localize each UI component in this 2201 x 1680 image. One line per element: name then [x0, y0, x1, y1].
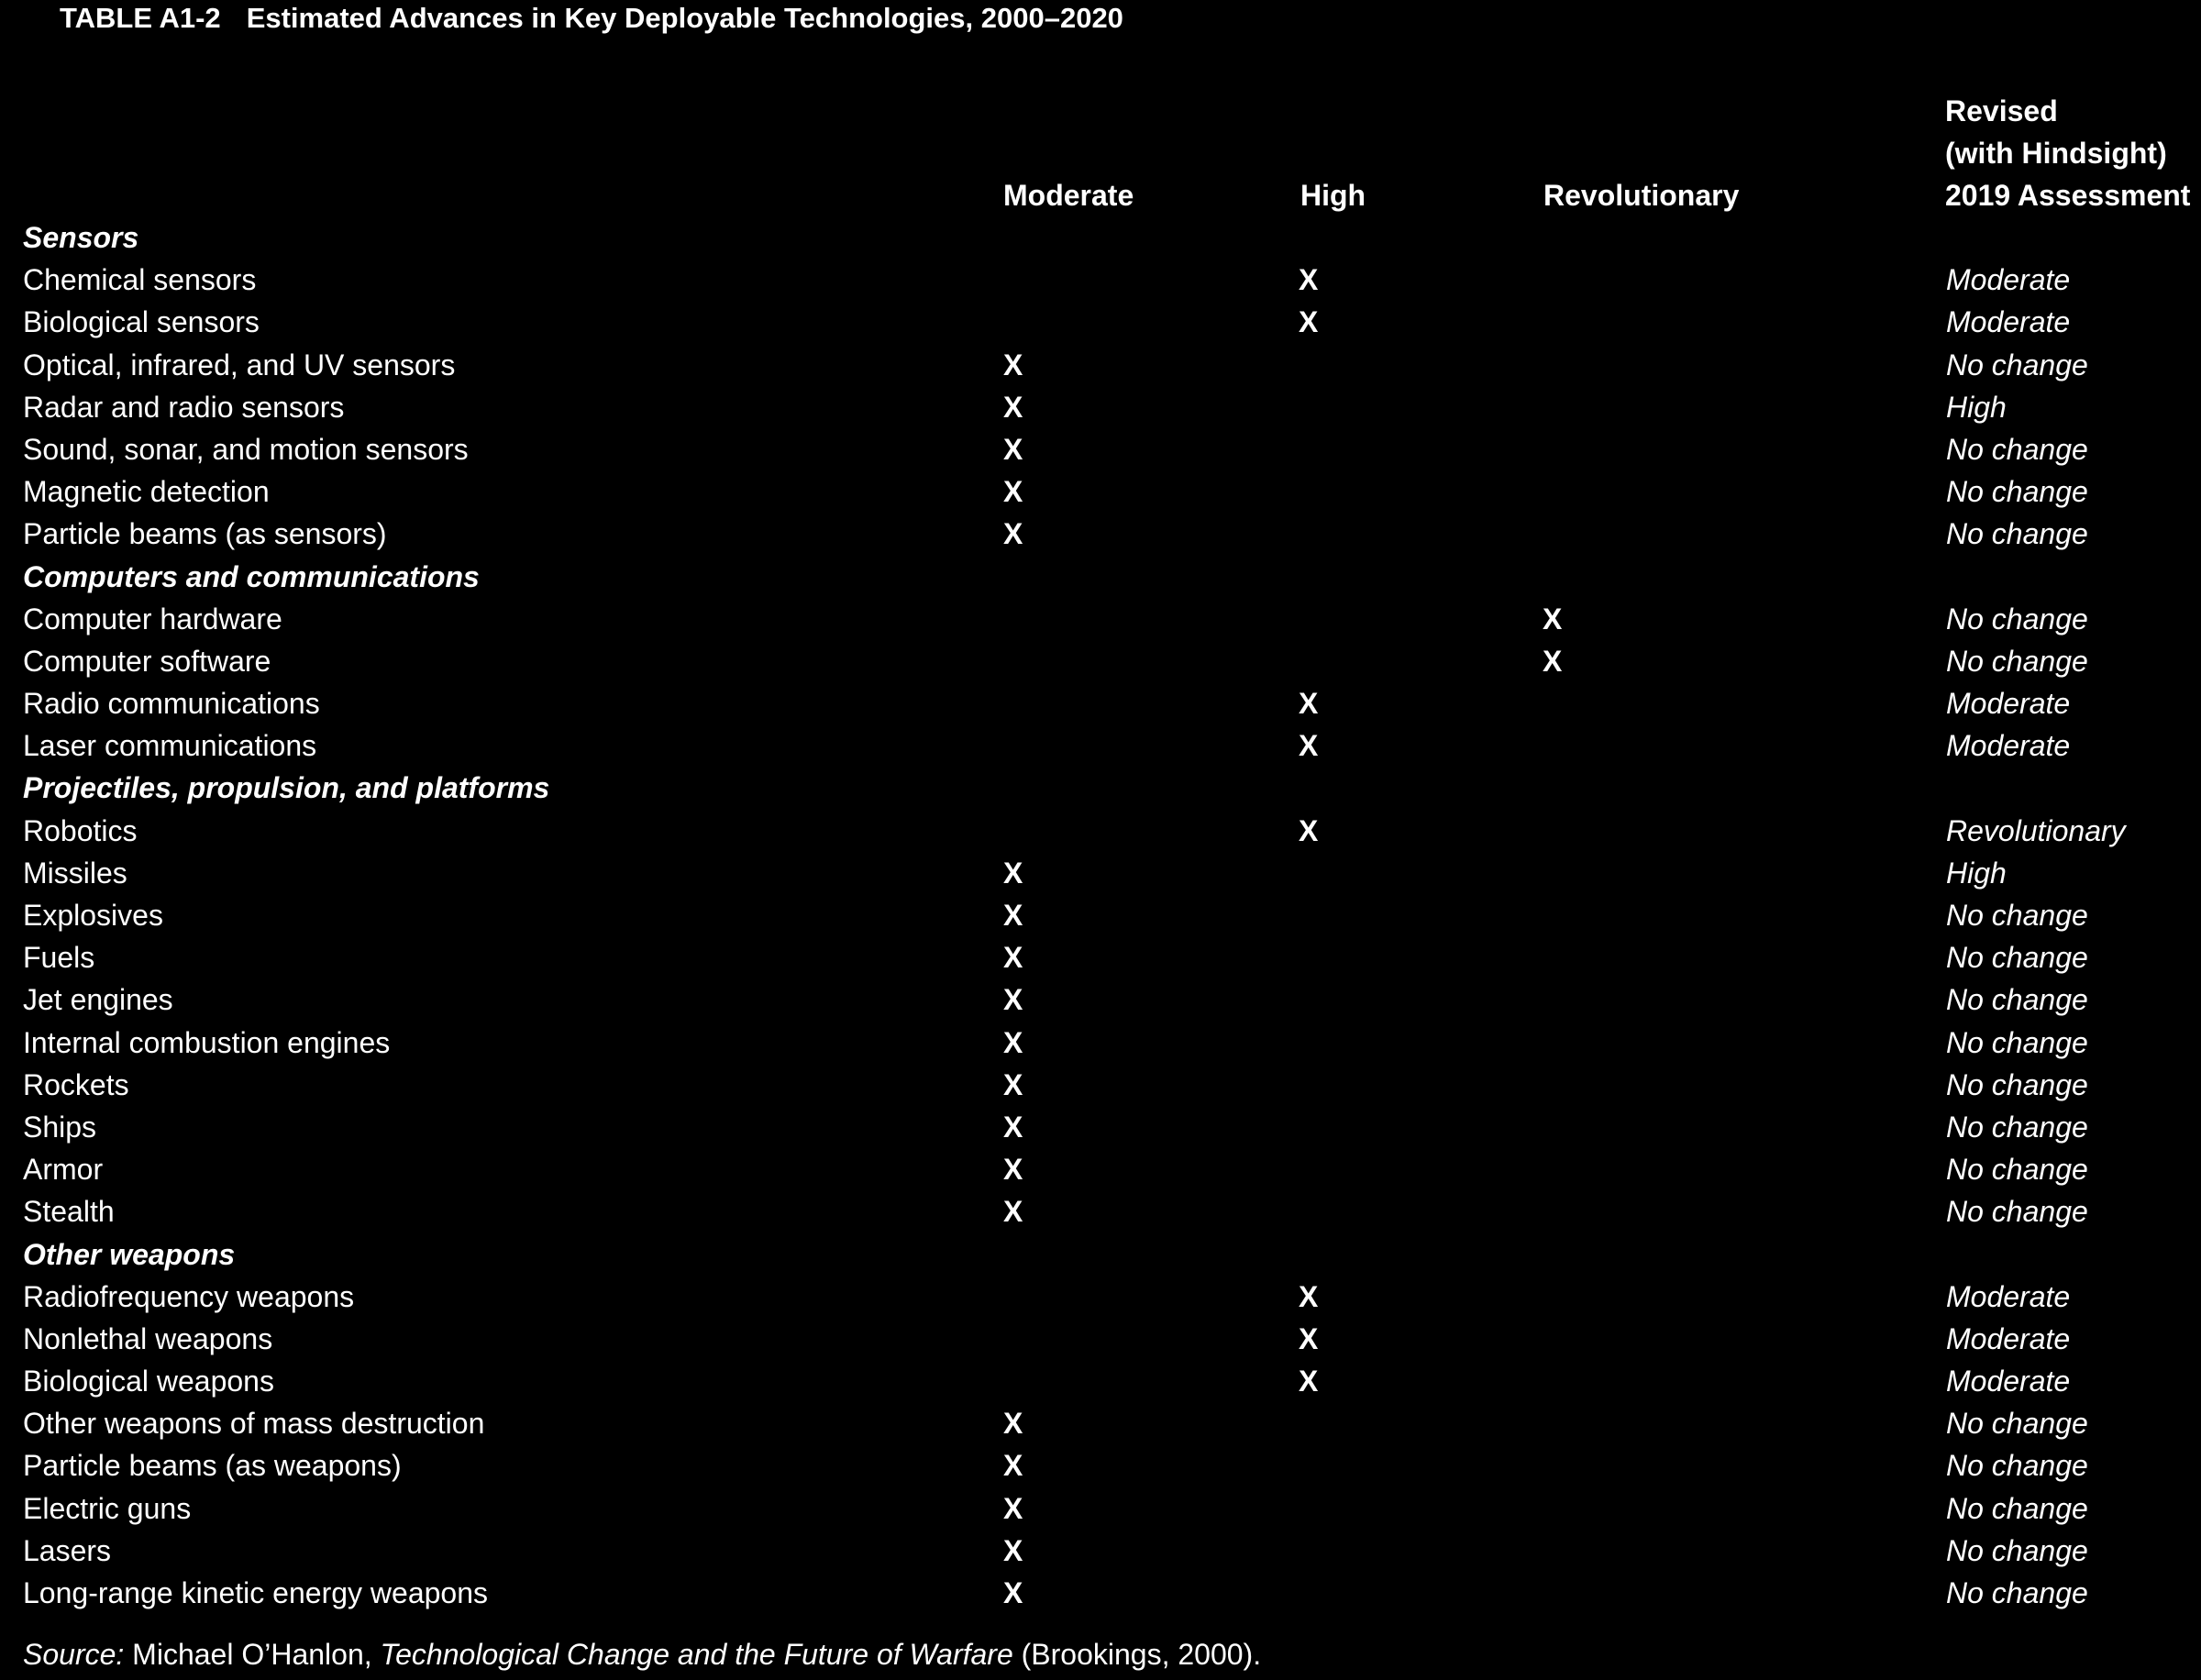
source-label: Source: — [23, 1638, 125, 1671]
technology-label: Electric guns — [23, 1491, 192, 1525]
technology-label: Radio communications — [23, 687, 320, 721]
technology-label: Optical, infrared, and UV sensors — [23, 348, 456, 381]
assessment-value: No change — [1946, 644, 2088, 678]
technology-label: Particle beams (as sensors) — [23, 517, 387, 551]
assessment-value: Moderate — [1946, 1321, 2071, 1355]
table-row — [0, 810, 2201, 852]
technology-label: Lasers — [23, 1533, 112, 1567]
column-header-assessment-line: 2019 Assessment — [1945, 179, 2191, 212]
category-label: Other weapons — [23, 1237, 236, 1271]
assessment-value: No change — [1946, 899, 2088, 932]
category-label: Sensors — [23, 221, 139, 254]
assessment-value: Moderate — [1946, 687, 2071, 721]
assessment-value: No change — [1946, 1153, 2088, 1187]
assessment-value: Revolutionary — [1946, 813, 2126, 847]
technology-label: Biological sensors — [23, 305, 260, 339]
technology-label: Chemical sensors — [23, 263, 257, 297]
table-row — [0, 936, 2201, 978]
assessment-value: No change — [1946, 1533, 2088, 1567]
table-row — [0, 1148, 2201, 1190]
table-number: TABLE A1-2 — [60, 2, 221, 34]
technology-label: Jet engines — [23, 983, 173, 1017]
table-row — [0, 428, 2201, 470]
estimate-mark-high: X — [1299, 1321, 1319, 1355]
technology-label: Laser communications — [23, 729, 317, 763]
table-row — [0, 598, 2201, 640]
category-row — [0, 1233, 2201, 1276]
table-row — [0, 513, 2201, 555]
table-row — [0, 640, 2201, 682]
table-row — [0, 1360, 2201, 1402]
technology-label: Biological weapons — [23, 1365, 274, 1398]
table-row — [0, 1106, 2201, 1148]
table-row — [0, 1444, 2201, 1487]
assessment-value: No change — [1946, 983, 2088, 1017]
assessment-value: Moderate — [1946, 305, 2071, 339]
column-header-moderate: Moderate — [1003, 179, 1134, 212]
column-header-revolutionary: Revolutionary — [1543, 179, 1740, 212]
estimate-mark-revolutionary: X — [1543, 644, 1563, 678]
assessment-value: No change — [1946, 517, 2088, 551]
table-row — [0, 470, 2201, 513]
assessment-value: Moderate — [1946, 1365, 2071, 1398]
table-row — [0, 259, 2201, 301]
table-row — [0, 682, 2201, 724]
assessment-value: Moderate — [1946, 729, 2071, 763]
estimate-mark-high: X — [1299, 729, 1319, 763]
estimate-mark-moderate: X — [1003, 941, 1023, 975]
estimate-mark-moderate: X — [1003, 1110, 1023, 1144]
assessment-value: No change — [1946, 1407, 2088, 1441]
source-work-title: Technological Change and the Future of Warfare — [380, 1638, 1013, 1671]
column-header-assessment-line: (with Hindsight) — [1945, 137, 2167, 170]
technology-label: Nonlethal weapons — [23, 1321, 273, 1355]
estimate-mark-moderate: X — [1003, 348, 1023, 381]
estimate-mark-revolutionary: X — [1543, 602, 1563, 636]
table-row — [0, 1402, 2201, 1444]
technology-label: Armor — [23, 1153, 104, 1187]
estimate-mark-moderate: X — [1003, 1491, 1023, 1525]
assessment-value: No change — [1946, 475, 2088, 509]
estimate-mark-high: X — [1299, 1365, 1319, 1398]
technology-label: Stealth — [23, 1195, 115, 1229]
estimate-mark-moderate: X — [1003, 1449, 1023, 1483]
estimate-mark-moderate: X — [1003, 1576, 1023, 1609]
estimate-mark-moderate: X — [1003, 432, 1023, 466]
assessment-value: Moderate — [1946, 1279, 2071, 1313]
source-note — [23, 1633, 1261, 1675]
assessment-value: No change — [1946, 1449, 2088, 1483]
technology-label: Particle beams (as weapons) — [23, 1449, 402, 1483]
assessment-value: High — [1946, 856, 2007, 890]
assessment-value: No change — [1946, 348, 2088, 381]
table-row — [0, 1530, 2201, 1572]
estimate-mark-high: X — [1299, 813, 1319, 847]
technology-label: Ships — [23, 1110, 97, 1144]
assessment-value: No change — [1946, 1067, 2088, 1101]
estimate-mark-moderate: X — [1003, 475, 1023, 509]
technology-label: Radiofrequency weapons — [23, 1279, 355, 1313]
table-row — [0, 386, 2201, 428]
assessment-value: No change — [1946, 1025, 2088, 1059]
table-row — [0, 894, 2201, 936]
assessment-value: No change — [1946, 1110, 2088, 1144]
table-row — [0, 724, 2201, 767]
estimate-mark-moderate: X — [1003, 856, 1023, 890]
estimate-mark-high: X — [1299, 305, 1319, 339]
assessment-value: High — [1946, 390, 2007, 424]
table-row — [0, 852, 2201, 894]
table-row — [0, 1318, 2201, 1360]
category-row — [0, 767, 2201, 809]
assessment-value: No change — [1946, 602, 2088, 636]
estimate-mark-high: X — [1299, 263, 1319, 297]
assessment-value: No change — [1946, 1195, 2088, 1229]
category-row — [0, 556, 2201, 598]
category-label: Projectiles, propulsion, and platforms — [23, 771, 550, 805]
technology-label: Fuels — [23, 941, 95, 975]
technology-label: Other weapons of mass destruction — [23, 1407, 485, 1441]
table-row — [0, 344, 2201, 386]
estimate-mark-moderate: X — [1003, 1195, 1023, 1229]
technology-label: Long-range kinetic energy weapons — [23, 1576, 488, 1609]
source-publisher: (Brookings, 2000). — [1012, 1638, 1262, 1671]
table-title-text: Estimated Advances in Key Deployable Technologies, 2000–2020 — [246, 2, 1123, 34]
technology-label: Sound, sonar, and motion sensors — [23, 432, 469, 466]
assessment-value: No change — [1946, 1576, 2088, 1609]
technology-label: Internal combustion engines — [23, 1025, 391, 1059]
table-body — [0, 216, 2201, 1614]
technology-label: Magnetic detection — [23, 475, 270, 509]
estimate-mark-moderate: X — [1003, 1153, 1023, 1187]
technology-label: Missiles — [23, 856, 127, 890]
technology-label: Computer hardware — [23, 602, 282, 636]
technology-label: Radar and radio sensors — [23, 390, 345, 424]
table-title — [60, 0, 1123, 37]
technology-label: Computer software — [23, 644, 271, 678]
estimate-mark-moderate: X — [1003, 1533, 1023, 1567]
table-row — [0, 1572, 2201, 1614]
assessment-value: Moderate — [1946, 263, 2071, 297]
estimate-mark-moderate: X — [1003, 517, 1023, 551]
source-author: Michael O’Hanlon, — [124, 1638, 381, 1671]
estimate-mark-high: X — [1299, 687, 1319, 721]
technology-label: Robotics — [23, 813, 138, 847]
estimate-mark-high: X — [1299, 1279, 1319, 1313]
estimate-mark-moderate: X — [1003, 390, 1023, 424]
estimate-mark-moderate: X — [1003, 1407, 1023, 1441]
assessment-value: No change — [1946, 941, 2088, 975]
assessment-value: No change — [1946, 432, 2088, 466]
technology-label: Rockets — [23, 1067, 129, 1101]
column-header-assessment-line: Revised — [1945, 94, 2058, 127]
category-row — [0, 216, 2201, 259]
estimate-mark-moderate: X — [1003, 1025, 1023, 1059]
estimate-mark-moderate: X — [1003, 1067, 1023, 1101]
table-row — [0, 1064, 2201, 1106]
table-row — [0, 301, 2201, 343]
estimate-mark-moderate: X — [1003, 983, 1023, 1017]
column-header-high: High — [1300, 179, 1366, 212]
category-label: Computers and communications — [23, 559, 480, 593]
assessment-value: No change — [1946, 1491, 2088, 1525]
table-row — [0, 1487, 2201, 1530]
table-row — [0, 1022, 2201, 1064]
table-row — [0, 1190, 2201, 1232]
technology-label: Explosives — [23, 899, 163, 932]
table-row — [0, 978, 2201, 1021]
estimate-mark-moderate: X — [1003, 899, 1023, 932]
table-row — [0, 1276, 2201, 1318]
column-header-assessment — [1945, 90, 2190, 216]
